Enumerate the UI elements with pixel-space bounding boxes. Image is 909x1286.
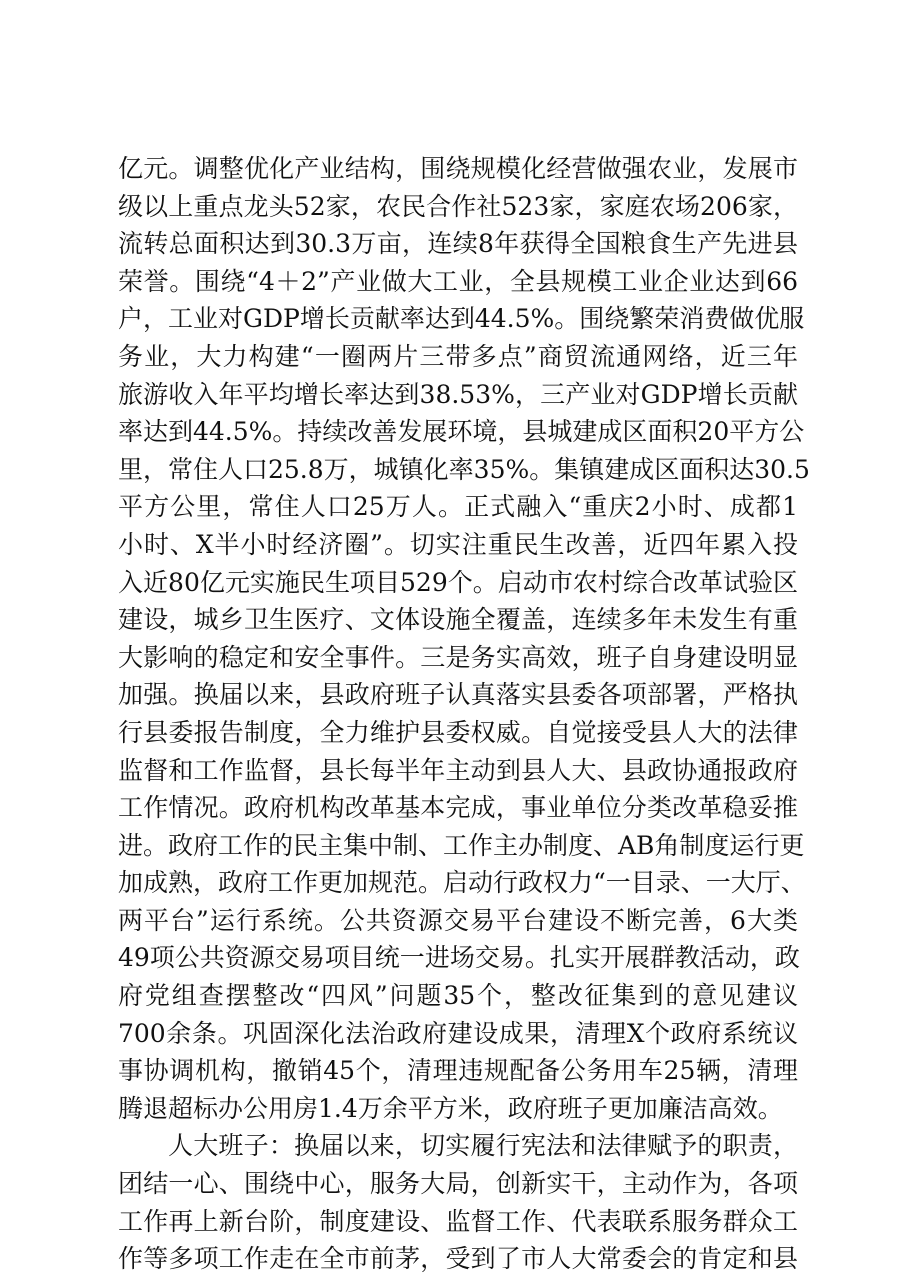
text-line: 小时、X半小时经济圈”。切实注重民生改善，近四年累入投 [118, 529, 798, 559]
text-line: 监督和工作监督，县长每半年主动到县人大、县政协通报政府 [118, 755, 798, 785]
paragraph-start-line: 人大班子：换届以来，切实履行宪法和法律赋予的职责， [168, 1131, 798, 1161]
text-line: 大影响的稳定和安全事件。三是务实高效，班子自身建设明显 [118, 642, 798, 672]
text-line: 行县委报告制度，全力维护县委权威。自觉接受县人大的法律 [118, 717, 798, 747]
text-line: 平方公里，常住人口25万人。正式融入“重庆2小时、成都1 [118, 492, 798, 522]
text-line: 事协调机构，撤销45个，清理违规配备公务用车25辆，清理 [118, 1056, 798, 1086]
text-line: 亿元。调整优化产业结构，围绕规模化经营做强农业，发展市 [118, 154, 798, 183]
text-line: 率达到44.5%。持续改善发展环境，县城建成区面积20平方公 [118, 417, 805, 447]
text-line: 加成熟，政府工作更加规范。启动行政权力“一目录、一大厅、 [118, 868, 806, 898]
text-line: 两平台”运行系统。公共资源交易平台建设不断完善，6大类 [118, 905, 798, 935]
text-line: 务业，大力构建“一圈两片三带多点”商贸流通网络，近三年 [118, 341, 798, 371]
text-line: 工作情况。政府机构改革基本完成，事业单位分类改革稳妥推 [118, 793, 798, 823]
body-text [118, 150, 810, 1278]
text-line: 旅游收入年平均增长率达到38.53%，三产业对GDP增长贡献 [118, 379, 798, 409]
text-line: 建设，城乡卫生医疗、文体设施全覆盖，连续多年未发生有重 [118, 605, 798, 635]
text-line: 工作再上新台阶，制度建设、监督工作、代表联系服务群众工 [118, 1206, 798, 1236]
text-line: 荣誉。围绕“4＋2”产业做大工业，全县规模工业企业达到66 [118, 266, 798, 296]
text-line: 级以上重点龙头52家，农民合作社523家，家庭农场206家， [118, 191, 798, 221]
text-line: 团结一心、围绕中心，服务大局，创新实干，主动作为，各项 [118, 1169, 798, 1199]
text-line: 进。政府工作的民主集中制、工作主办制度、AB角制度运行更 [118, 830, 805, 860]
text-line: 流转总面积达到30.3万亩，连续8年获得全国粮食生产先进县 [118, 229, 798, 259]
text-line: 49项公共资源交易项目统一进场交易。扎实开展群教活动，政 [118, 943, 800, 973]
text-line: 户，工业对GDP增长贡献率达到44.5%。围绕繁荣消费做优服 [118, 304, 805, 334]
text-line: 府党组查摆整改“四风”问题35个，整改征集到的意见建议 [118, 981, 798, 1011]
text-line: 加强。换届以来，县政府班子认真落实县委各项部署，严格执 [118, 680, 798, 710]
text-line: 作等多项工作走在全市前茅，受到了市人大常委会的肯定和县 [118, 1244, 798, 1274]
text-line: 里，常住人口25.8万，城镇化率35%。集镇建成区面积达30.5 [118, 454, 810, 484]
text-line: 入近80亿元实施民生项目529个。启动市农村综合改革试验区 [118, 567, 798, 597]
text-line: 腾退超标办公用房1.4万余平方米，政府班子更加廉洁高效。 [118, 1093, 783, 1123]
text-line: 700余条。巩固深化法治政府建设成果，清理X个政府系统议 [118, 1018, 798, 1048]
